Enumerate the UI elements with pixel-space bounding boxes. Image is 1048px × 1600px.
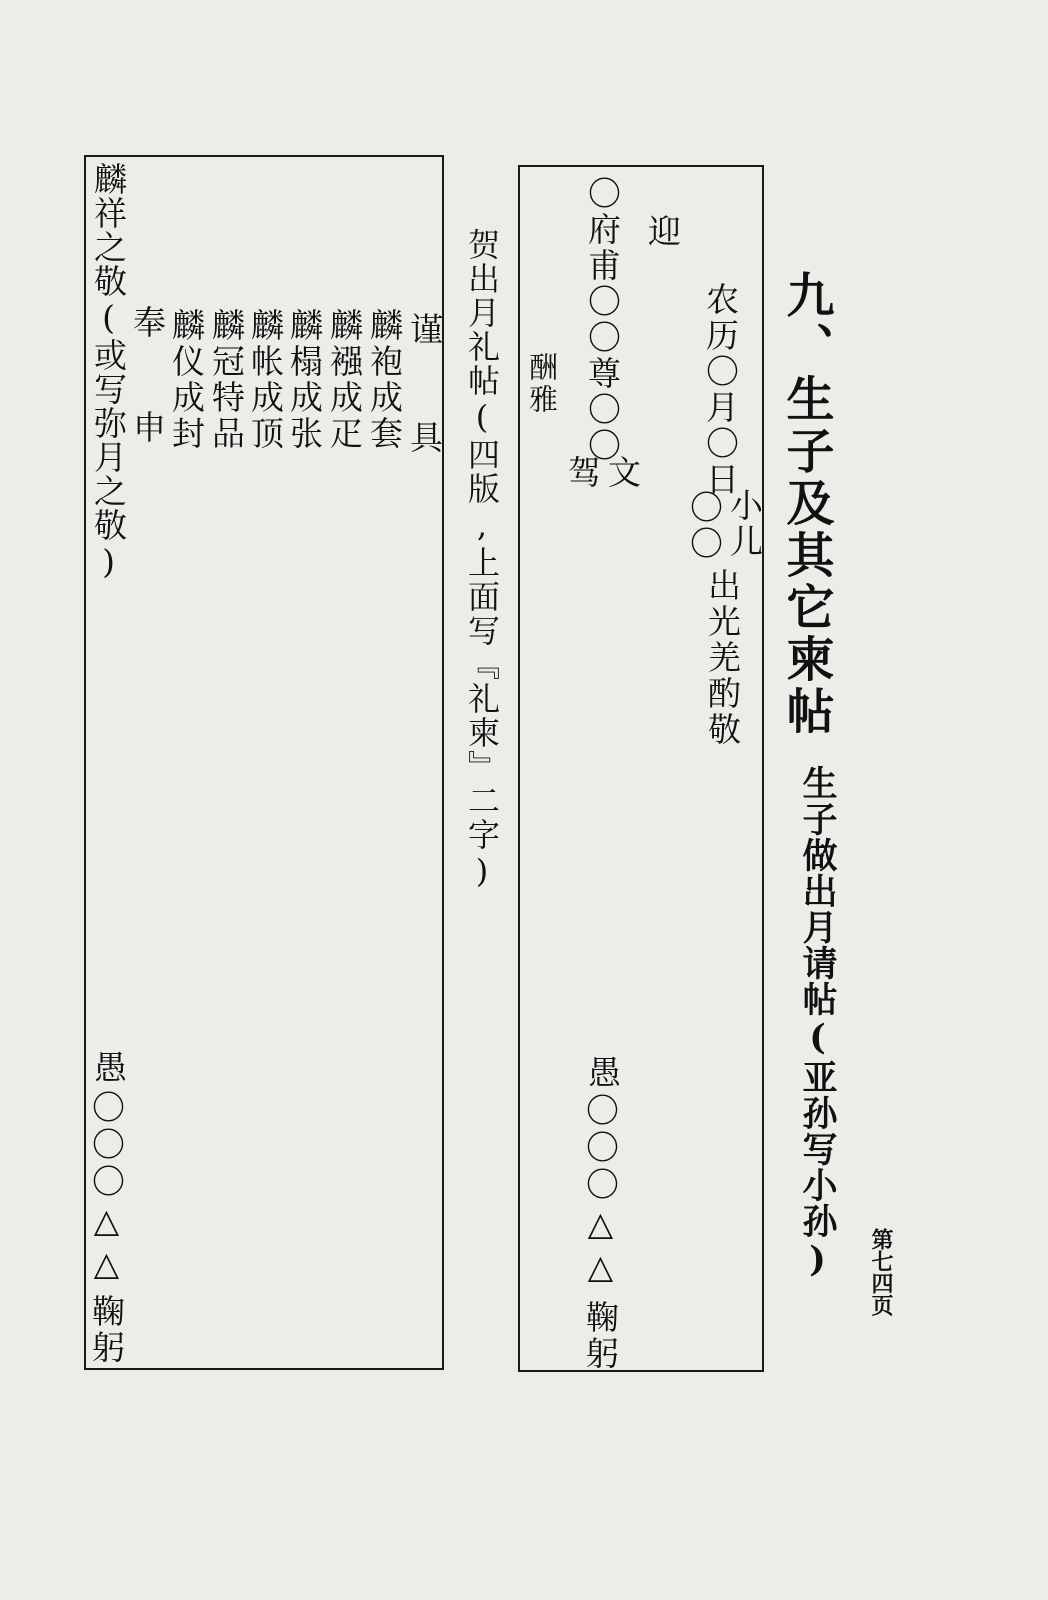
child-event: 出光羌酌敬 bbox=[703, 568, 742, 748]
invitation-sign-bow: 鞠躬 bbox=[581, 1300, 620, 1372]
chou-ya-text: 酬雅 bbox=[525, 352, 559, 416]
gift-item-4: 麟帐成顶 bbox=[246, 308, 285, 452]
gift-item-2: 麟襁成疋 bbox=[325, 308, 364, 452]
wen-text: 文 bbox=[603, 455, 642, 491]
child-name: 〇〇 bbox=[685, 490, 724, 562]
subtitle: 生子做出月请帖(亚孙写小孙) bbox=[797, 765, 838, 1281]
feng-shen-text: 奉申 bbox=[128, 305, 167, 515]
page-number: 第七四页 bbox=[868, 1228, 894, 1316]
gift-sign-names: 〇〇〇△△ bbox=[87, 1090, 126, 1287]
gift-ju: 具 bbox=[405, 420, 444, 456]
gift-jin: 谨 bbox=[405, 312, 444, 348]
gift-sign-bow: 鞠躬 bbox=[87, 1294, 126, 1366]
invitation-sign-names: 〇〇〇△△ bbox=[581, 1093, 620, 1290]
invitation-sign-yu: 愚 bbox=[583, 1055, 622, 1091]
gift-closing: 麟祥之敬(或写弥月之敬) bbox=[89, 162, 128, 582]
chapter-title: 九、生子及其它柬帖 bbox=[778, 270, 834, 738]
jia-text: 驾 bbox=[563, 455, 602, 491]
gift-card-title: 贺出月礼帖(四版,上面写『礼柬』二字) bbox=[463, 228, 501, 892]
gift-item-1: 麟袍成套 bbox=[365, 308, 404, 452]
gift-sign-yu: 愚 bbox=[89, 1050, 128, 1086]
gift-item-5: 麟冠特品 bbox=[207, 308, 246, 452]
date-line: 农历〇月〇日 bbox=[701, 282, 740, 498]
gift-item-3: 麟榻成张 bbox=[285, 308, 324, 452]
child-line: 小儿 bbox=[725, 488, 764, 560]
ying-text: 迎 bbox=[643, 214, 682, 250]
addressee-line: 〇府甫〇〇尊〇〇 bbox=[583, 176, 622, 464]
gift-item-6: 麟仪成封 bbox=[167, 308, 206, 452]
